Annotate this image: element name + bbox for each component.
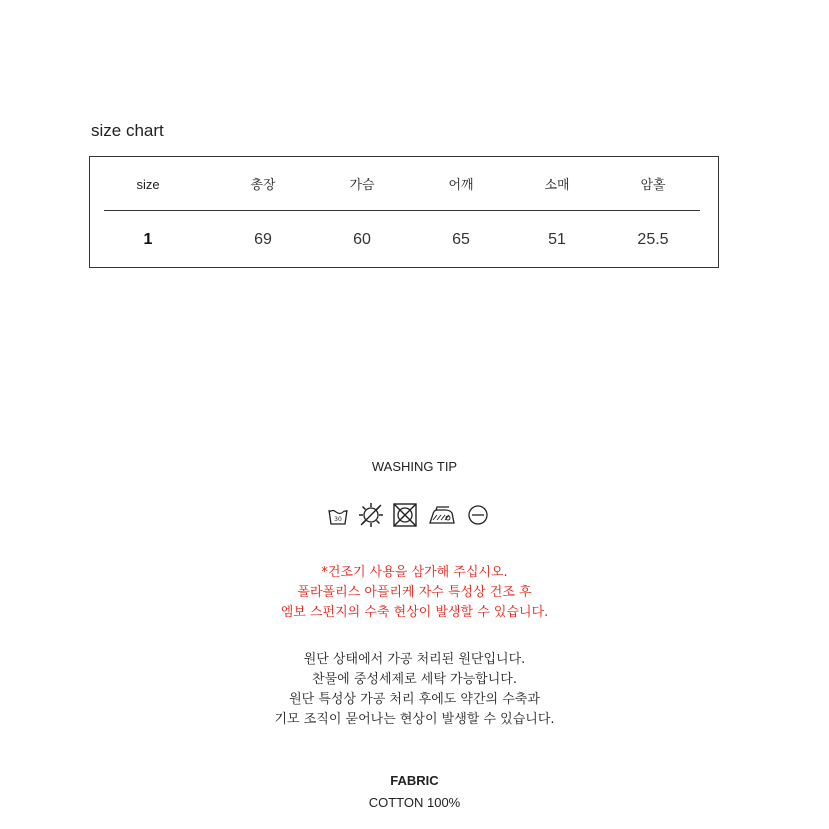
table-row (90, 225, 718, 255)
notice-line: 폴라폴리스 아플리케 자수 특성상 건조 후 (297, 585, 532, 600)
header-length: 총장 (250, 177, 276, 192)
notice-line: *건조기 사용을 삼가해 주십시오. (321, 565, 508, 580)
washing-description (0, 650, 829, 730)
cell-length: 69 (254, 231, 272, 248)
description-line: 원단 상태에서 가공 처리된 원단입니다. (303, 652, 526, 667)
header-armhole: 암홀 (640, 177, 666, 192)
washing-icons (327, 501, 497, 531)
header-chest: 가슴 (349, 177, 375, 192)
cell-armhole: 25.5 (637, 231, 669, 248)
size-chart-table (89, 156, 719, 268)
description-line: 원단 특성상 가공 처리 후에도 약간의 수축과 (289, 692, 540, 707)
fabric-value: COTTON 100% (368, 795, 461, 810)
svg-text:30: 30 (334, 516, 342, 523)
dryer-warning-notice (0, 563, 829, 623)
cell-size: 1 (143, 231, 153, 248)
notice-line: 엠보 스펀지의 수축 현상이 발생할 수 있습니다. (280, 605, 549, 620)
cell-shoulder: 65 (452, 231, 470, 248)
washing-tip-title: WASHING TIP (371, 459, 458, 474)
no-bleach-icon (357, 501, 385, 529)
hand-wash-icon (327, 501, 349, 529)
description-line: 기모 조직이 묻어나는 현상이 발생할 수 있습니다. (274, 712, 555, 727)
no-tumble-dry-icon (391, 501, 419, 529)
table-header-row (90, 172, 718, 202)
header-shoulder: 어깨 (448, 177, 474, 192)
size-chart-title: size chart (91, 121, 164, 140)
header-sleeve: 소매 (544, 177, 570, 192)
header-size: size (136, 177, 160, 192)
iron-icon (427, 501, 457, 529)
fabric-label: FABRIC (390, 773, 439, 788)
table-divider (104, 210, 700, 211)
description-line: 찬물에 중성세제로 세탁 가능합니다. (312, 672, 517, 687)
cell-sleeve: 51 (548, 231, 566, 248)
cell-chest: 60 (353, 231, 371, 248)
dry-clean-icon (465, 501, 491, 529)
